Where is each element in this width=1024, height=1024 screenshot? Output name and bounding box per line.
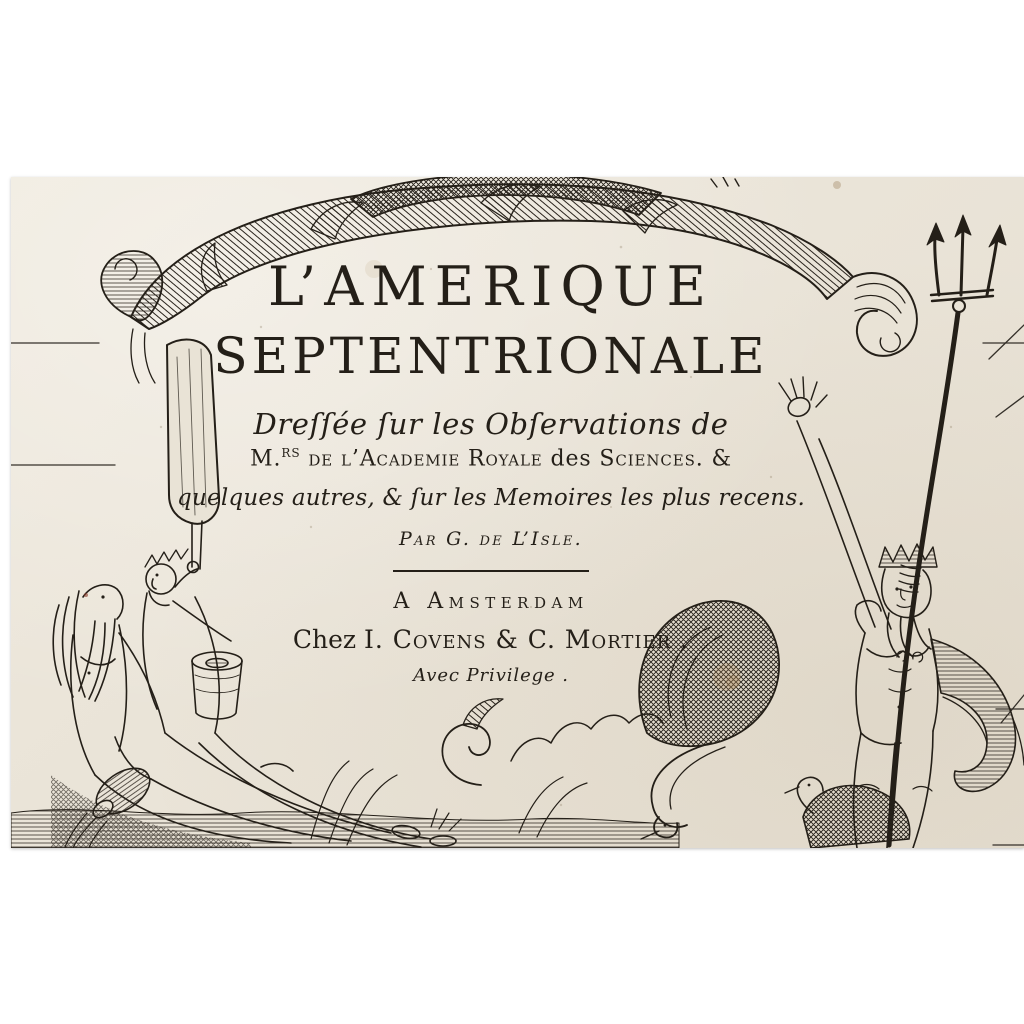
imprint-privilege-line: Avec Privilege . <box>413 665 569 686</box>
imprint-chez-text: Chez <box>292 625 364 654</box>
divider-rule <box>393 570 589 572</box>
imprint-city-line: A Amsterdam <box>393 589 589 614</box>
title-line-2: SEPTENTRIONALE <box>213 327 769 385</box>
engraved-map-paper <box>11 177 1024 848</box>
imprint-publisher-names: I. Covens & C. Mortier . <box>364 625 690 654</box>
dedication-line-3: quelques autres, & ſur les Memoires les plus recens. <box>176 485 806 511</box>
cartouche-text-block <box>91 177 891 848</box>
dedication-line-1: Dreſſée ſur les Obſervations de <box>253 407 729 441</box>
author-line: Par G. de L’Isle. <box>399 528 583 550</box>
dedication-des-text: des <box>550 446 592 472</box>
imprint-publisher-line <box>91 627 891 652</box>
dedication-messieurs-abbrev: M. <box>250 446 282 472</box>
dedication-messieurs-superscript: RS <box>281 446 301 460</box>
dedication-sciences-text: Sciences. & <box>591 446 732 472</box>
title-line-1: L’AMERIQUE <box>268 255 714 318</box>
dedication-academie-text: de l’Academie Royale <box>300 446 551 472</box>
dedication-line-2 <box>91 447 891 470</box>
